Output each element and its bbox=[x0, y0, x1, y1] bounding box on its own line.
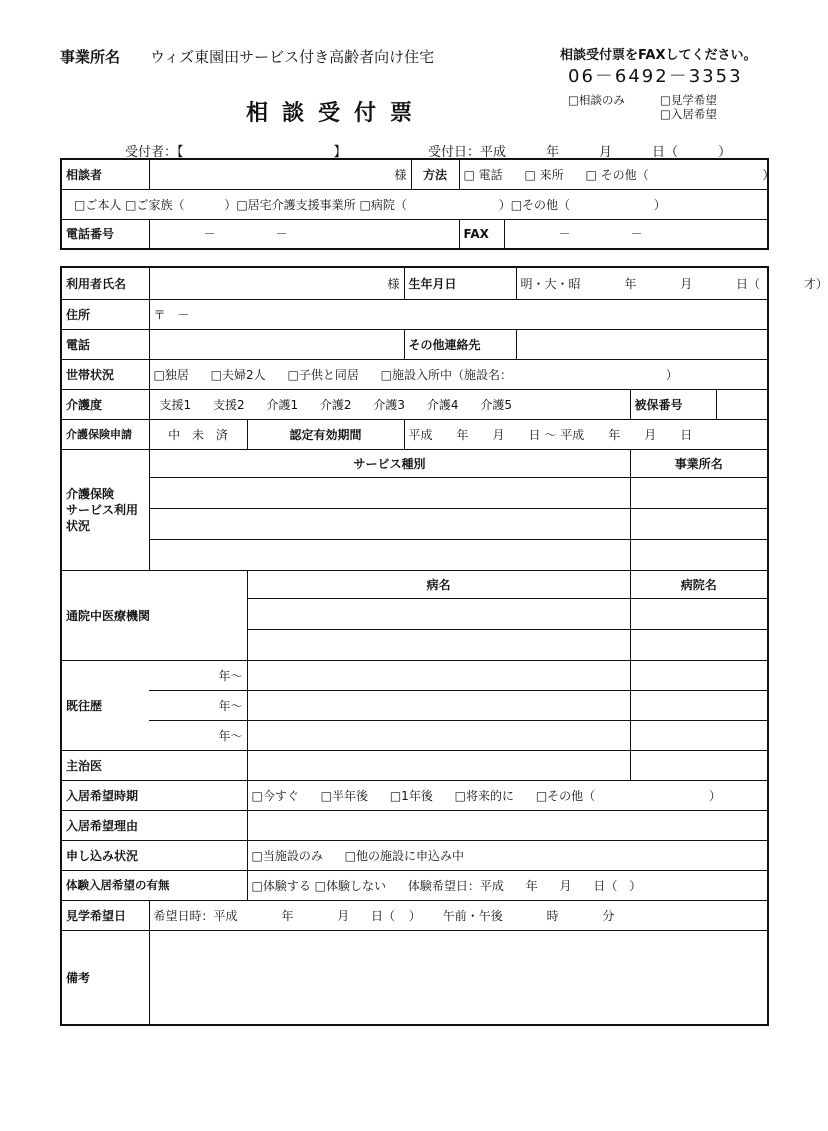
care-support-1[interactable]: 支援1 bbox=[159, 397, 192, 412]
hospital-label: 通院中医療機関 bbox=[61, 570, 247, 660]
history-disease-2[interactable] bbox=[247, 690, 630, 720]
option-consult-only[interactable]: □相談のみ bbox=[568, 93, 625, 107]
other-contact-label: その他連絡先 bbox=[404, 329, 516, 359]
doctor-label: 主治医 bbox=[61, 750, 247, 780]
relation-close: ） bbox=[653, 197, 666, 212]
visit-day: 日（ bbox=[371, 908, 396, 923]
consultant-table bbox=[60, 158, 775, 250]
trial-label: 体験入居希望の有無 bbox=[61, 870, 247, 900]
visit-month: 月 bbox=[337, 908, 350, 923]
provider-row-1[interactable] bbox=[630, 477, 768, 508]
service-type-header: サービス種別 bbox=[149, 449, 630, 477]
relation-options bbox=[61, 189, 768, 219]
service-type-row-3[interactable] bbox=[149, 539, 630, 570]
insurance-app-done[interactable]: 済 bbox=[215, 427, 228, 442]
birth-label: 生年月日 bbox=[404, 267, 516, 299]
reception-date-label: 受付日：平成 bbox=[428, 145, 507, 160]
care-level-5[interactable]: 介護5 bbox=[480, 397, 512, 412]
household-with-child[interactable]: □子供と同居 bbox=[287, 367, 359, 382]
method-options bbox=[459, 159, 775, 189]
household-couple[interactable]: □夫婦2人 bbox=[210, 367, 266, 382]
care-support-2[interactable]: 支援2 bbox=[212, 397, 245, 412]
phone-label: 電話番号 bbox=[61, 219, 149, 249]
doctor-field-2[interactable] bbox=[630, 750, 768, 780]
birth-era: 明・大・昭 bbox=[520, 276, 581, 291]
fax-dash-2: － bbox=[630, 227, 643, 242]
provider-header: 事業所名 bbox=[630, 449, 768, 477]
trial-date-label: 体験希望日：平成 bbox=[407, 878, 504, 893]
fax-cell bbox=[459, 219, 768, 249]
relation-other[interactable]: ）□その他（ bbox=[498, 197, 571, 212]
user-name-field[interactable] bbox=[149, 267, 404, 299]
household-alone[interactable]: □独居 bbox=[153, 367, 189, 382]
birth-age-close: 才） bbox=[803, 276, 828, 291]
method-label: 方法 bbox=[411, 159, 459, 189]
period-end: 平成 年 月 日 bbox=[560, 427, 693, 442]
hospital-name-row-2[interactable] bbox=[630, 629, 768, 660]
insured-no-field[interactable] bbox=[716, 389, 768, 419]
trial-month: 月 bbox=[559, 878, 572, 893]
visit-ampm[interactable]: 午前・午後 bbox=[442, 908, 503, 923]
trial-no[interactable]: □体験しない bbox=[314, 878, 387, 893]
care-level-3[interactable]: 介護3 bbox=[373, 397, 406, 412]
application-options bbox=[247, 840, 768, 870]
consultant-name-field[interactable] bbox=[149, 159, 411, 189]
hospital-name-header: 病院名 bbox=[630, 570, 768, 598]
provider-row-2[interactable] bbox=[630, 508, 768, 539]
visit-hour: 時 bbox=[546, 908, 559, 923]
method-phone[interactable]: □ 電話 bbox=[463, 167, 503, 182]
trial-options bbox=[247, 870, 768, 900]
relation-family[interactable]: □ご家族（ bbox=[125, 197, 185, 212]
method-close: ） bbox=[762, 167, 775, 182]
provider-row-3[interactable] bbox=[630, 539, 768, 570]
fax-note: 相談受付票をFAXしてください。 bbox=[560, 48, 757, 63]
birth-month: 月 bbox=[680, 276, 693, 291]
office-label: 事業所名 bbox=[60, 48, 121, 66]
visit-year: 年 bbox=[281, 908, 294, 923]
care-level-1[interactable]: 介護1 bbox=[266, 397, 299, 412]
valid-period-label: 認定有効期間 bbox=[247, 419, 404, 449]
care-level-4[interactable]: 介護4 bbox=[426, 397, 459, 412]
history-year-3[interactable]: 年～ bbox=[149, 720, 247, 750]
insurance-app-options bbox=[149, 419, 247, 449]
period-start: 平成 年 月 日 bbox=[408, 427, 541, 442]
address-label: 住所 bbox=[61, 299, 149, 329]
history-year-1[interactable]: 年～ bbox=[149, 660, 247, 690]
consultant-label: 相談者 bbox=[61, 159, 149, 189]
user-sama: 様 bbox=[387, 276, 400, 291]
option-move-in[interactable]: □入居希望 bbox=[660, 107, 717, 121]
relation-self[interactable]: □ご本人 bbox=[74, 197, 122, 212]
receiver-close: 】 bbox=[333, 145, 347, 160]
other-contact-field[interactable] bbox=[516, 329, 768, 359]
move-reason-field[interactable] bbox=[247, 810, 768, 840]
move-one-year[interactable]: □1年後 bbox=[389, 788, 433, 803]
birth-year: 年 bbox=[624, 276, 637, 291]
doctor-field[interactable] bbox=[247, 750, 630, 780]
visit-label: 見学希望日 bbox=[61, 900, 149, 930]
move-now[interactable]: □今すぐ bbox=[251, 788, 299, 803]
consultant-sama: 様 bbox=[394, 167, 407, 182]
fax-number: 06－6492－3353 bbox=[568, 66, 743, 87]
user-table bbox=[60, 266, 828, 1026]
insurance-app-pending[interactable]: 中 bbox=[168, 427, 181, 442]
household-facility[interactable]: □施設入所中（施設名： bbox=[380, 367, 512, 382]
history-hospital-3[interactable] bbox=[630, 720, 768, 750]
move-reason-label: 入居希望理由 bbox=[61, 810, 247, 840]
visit-day-close: ） bbox=[408, 908, 421, 923]
phone-field[interactable] bbox=[149, 219, 459, 249]
phone-dash-2: － bbox=[275, 227, 288, 242]
trial-day: 日（ bbox=[593, 878, 618, 893]
method-other[interactable]: □ その他（ bbox=[585, 167, 649, 182]
application-this-only[interactable]: □当施設のみ bbox=[251, 848, 323, 863]
hospital-name-row-1[interactable] bbox=[630, 598, 768, 629]
relation-care-office[interactable]: ）□居宅介護支援事業所 bbox=[224, 197, 356, 212]
care-level-label: 介護度 bbox=[61, 389, 149, 419]
fax-field[interactable] bbox=[504, 220, 767, 249]
address-field[interactable]: 〒 － bbox=[149, 299, 768, 329]
insurance-app-label: 介護保険申請 bbox=[61, 419, 149, 449]
application-label: 申し込み状況 bbox=[61, 840, 247, 870]
birth-field[interactable] bbox=[516, 267, 828, 299]
method-visit[interactable]: □ 来所 bbox=[524, 167, 564, 182]
move-time-label: 入居希望時期 bbox=[61, 780, 247, 810]
period-tilde: ～ bbox=[544, 427, 557, 442]
household-options bbox=[149, 359, 768, 389]
move-time-options bbox=[247, 780, 768, 810]
disease-row-1[interactable] bbox=[247, 598, 630, 629]
visit-minute: 分 bbox=[602, 908, 615, 923]
visit-date-label: 希望日時：平成 bbox=[153, 908, 238, 923]
option-visit[interactable]: □見学希望 bbox=[660, 93, 717, 107]
history-hospital-2[interactable] bbox=[630, 690, 768, 720]
user-phone-label: 電話 bbox=[61, 329, 149, 359]
reception-month: 月 bbox=[599, 145, 613, 160]
service-type-row-2[interactable] bbox=[149, 508, 630, 539]
history-year-2[interactable]: 年～ bbox=[149, 690, 247, 720]
notes-field[interactable] bbox=[149, 930, 768, 1025]
page-title: 相談受付票 bbox=[246, 101, 427, 126]
move-other[interactable]: □その他（ bbox=[535, 788, 596, 803]
trial-day-close: ） bbox=[629, 878, 642, 893]
office-name: ウィズ東園田サービス付き高齢者向け住宅 bbox=[150, 48, 435, 66]
history-label: 既往歴 bbox=[61, 660, 149, 750]
disease-header: 病名 bbox=[247, 570, 630, 598]
application-other[interactable]: □他の施設に申込み中 bbox=[344, 848, 465, 863]
care-level-2[interactable]: 介護2 bbox=[319, 397, 352, 412]
user-name-label: 利用者氏名 bbox=[61, 267, 149, 299]
insured-no-label: 被保番号 bbox=[630, 389, 716, 419]
phone-dash-1: － bbox=[203, 227, 216, 242]
service-usage-label: 介護保険 サービス利用 状況 bbox=[61, 449, 149, 570]
fax-label: FAX bbox=[460, 220, 505, 249]
move-future[interactable]: □将来的に bbox=[454, 788, 514, 803]
history-hospital-1[interactable] bbox=[630, 660, 768, 690]
visit-date-field[interactable] bbox=[149, 900, 768, 930]
disease-row-2[interactable] bbox=[247, 629, 630, 660]
history-disease-1[interactable] bbox=[247, 660, 630, 690]
household-label: 世帯状況 bbox=[61, 359, 149, 389]
reception-day: 日（ bbox=[652, 145, 679, 160]
relation-hospital[interactable]: □病院（ bbox=[359, 197, 407, 212]
fax-dash-1: － bbox=[558, 227, 571, 242]
insurance-app-not[interactable]: 未 bbox=[191, 427, 204, 442]
birth-day: 日（ bbox=[736, 276, 761, 291]
trial-year: 年 bbox=[525, 878, 538, 893]
notes-label: 備考 bbox=[61, 930, 149, 1025]
move-close: ） bbox=[709, 788, 722, 803]
receiver-label: 受付者：【 bbox=[125, 145, 184, 160]
reception-day-close: ） bbox=[718, 145, 732, 160]
reception-year: 年 bbox=[546, 145, 560, 160]
history-disease-3[interactable] bbox=[247, 720, 630, 750]
user-phone-field[interactable] bbox=[149, 329, 404, 359]
move-half-year[interactable]: □半年後 bbox=[320, 788, 369, 803]
care-level-options bbox=[149, 389, 630, 419]
service-type-row-1[interactable] bbox=[149, 477, 630, 508]
household-close: ） bbox=[665, 367, 678, 382]
valid-period-field[interactable] bbox=[404, 419, 768, 449]
trial-yes[interactable]: □体験する bbox=[251, 878, 311, 893]
